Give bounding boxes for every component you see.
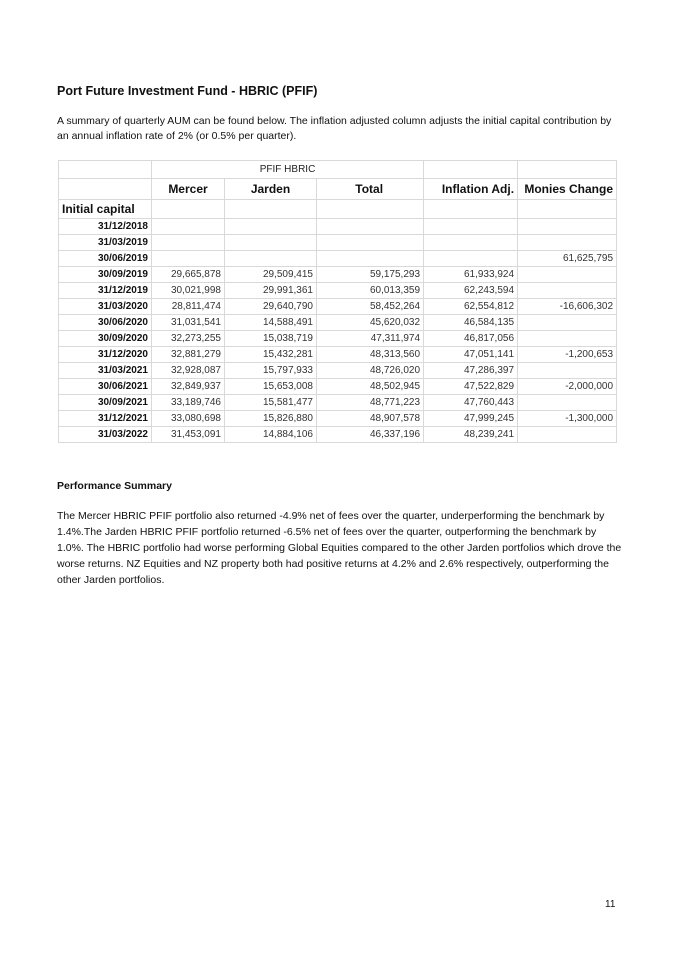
cell-total: 47,311,974 — [317, 331, 424, 347]
row-date: 30/09/2021 — [59, 395, 152, 411]
cell-total: 48,907,578 — [317, 411, 424, 427]
cell-inflation: 61,933,924 — [424, 267, 518, 283]
row-date: 31/12/2018 — [59, 219, 152, 235]
cell-inflation — [424, 251, 518, 267]
cell-monies — [518, 283, 617, 299]
table-group-header: PFIF HBRIC — [152, 161, 424, 179]
table-header-row — [59, 179, 617, 200]
cell-jarden: 29,509,415 — [225, 267, 317, 283]
cell-inflation: 47,051,141 — [424, 347, 518, 363]
cell-monies — [518, 427, 617, 443]
cell-total: 48,313,560 — [317, 347, 424, 363]
cell-total: 45,620,032 — [317, 315, 424, 331]
table-row — [59, 331, 617, 347]
cell-jarden — [225, 235, 317, 251]
cell-mercer: 32,928,087 — [152, 363, 225, 379]
cell-inflation: 46,817,056 — [424, 331, 518, 347]
cell-total: 58,452,264 — [317, 299, 424, 315]
cell-jarden: 15,653,008 — [225, 379, 317, 395]
cell-mercer: 31,031,541 — [152, 315, 225, 331]
cell-total: 60,013,359 — [317, 283, 424, 299]
cell-jarden: 15,797,933 — [225, 363, 317, 379]
cell-jarden: 15,432,281 — [225, 347, 317, 363]
cell-monies — [518, 267, 617, 283]
cell-jarden: 14,588,491 — [225, 315, 317, 331]
cell-monies — [518, 219, 617, 235]
cell-mercer — [152, 219, 225, 235]
performance-heading: Performance Summary — [57, 480, 172, 492]
cell-monies: -1,200,653 — [518, 347, 617, 363]
cell-inflation — [424, 235, 518, 251]
cell-jarden: 14,884,106 — [225, 427, 317, 443]
cell-inflation: 62,554,812 — [424, 299, 518, 315]
cell-monies — [518, 315, 617, 331]
cell-total — [317, 235, 424, 251]
row-date: 31/03/2019 — [59, 235, 152, 251]
cell-inflation: 48,239,241 — [424, 427, 518, 443]
row-date: 31/03/2022 — [59, 427, 152, 443]
row-date: 30/06/2019 — [59, 251, 152, 267]
cell-mercer: 32,273,255 — [152, 331, 225, 347]
cell-inflation: 46,584,135 — [424, 315, 518, 331]
row-date: 31/03/2020 — [59, 299, 152, 315]
cell-total — [317, 219, 424, 235]
cell-mercer: 33,189,746 — [152, 395, 225, 411]
cell-total: 48,502,945 — [317, 379, 424, 395]
row-date: 30/09/2020 — [59, 331, 152, 347]
table-row — [59, 395, 617, 411]
cell-total: 48,726,020 — [317, 363, 424, 379]
row-date: 30/06/2020 — [59, 315, 152, 331]
table-row — [59, 363, 617, 379]
cell-jarden: 29,991,361 — [225, 283, 317, 299]
table-row — [59, 411, 617, 427]
row-date: 31/03/2021 — [59, 363, 152, 379]
cell-mercer — [152, 235, 225, 251]
page-number: 11 — [605, 899, 616, 910]
cell-monies: -16,606,302 — [518, 299, 617, 315]
cell-jarden — [225, 251, 317, 267]
row-date: 30/09/2019 — [59, 267, 152, 283]
table-row — [59, 267, 617, 283]
cell-jarden: 29,640,790 — [225, 299, 317, 315]
initial-capital-row — [59, 200, 617, 219]
cell-mercer — [152, 251, 225, 267]
cell-monies: 61,625,795 — [518, 251, 617, 267]
cell-jarden: 15,826,880 — [225, 411, 317, 427]
cell-mercer: 31,453,091 — [152, 427, 225, 443]
performance-paragraph: The Mercer HBRIC PFIF portfolio also returned -4.9% net of fees over the quarter, underperforming the benchmark by 1.4%.The Jarden HBRIC PFIF portfolio returned -6.5% net of fees over the quarter, outperforming the benchmark by 1.0%. The HBRIC portfolio had worse performing Global Equities compared to the other Jarden portfolios which drove the worse returns. NZ Equities and NZ property both had positive returns at 4.2% and 2.6% respectively, outperforming the other Jarden portfolios. — [57, 510, 622, 586]
table-row — [59, 347, 617, 363]
table-row — [59, 251, 617, 267]
col-header-total: Total — [317, 179, 424, 200]
cell-inflation: 47,522,829 — [424, 379, 518, 395]
cell-inflation — [424, 219, 518, 235]
col-header-inflation: Inflation Adj. — [424, 179, 518, 200]
cell-total — [317, 251, 424, 267]
cell-mercer: 32,849,937 — [152, 379, 225, 395]
cell-jarden: 15,038,719 — [225, 331, 317, 347]
cell-inflation: 47,760,443 — [424, 395, 518, 411]
table-row — [59, 299, 617, 315]
table-row — [59, 219, 617, 235]
table-row — [59, 427, 617, 443]
aum-table — [58, 160, 617, 443]
row-date: 31/12/2020 — [59, 347, 152, 363]
cell-monies: -1,300,000 — [518, 411, 617, 427]
table-row — [59, 283, 617, 299]
row-date: 31/12/2019 — [59, 283, 152, 299]
cell-mercer: 32,881,279 — [152, 347, 225, 363]
cell-jarden: 15,581,477 — [225, 395, 317, 411]
cell-inflation: 62,243,594 — [424, 283, 518, 299]
cell-jarden — [225, 219, 317, 235]
cell-mercer: 28,811,474 — [152, 299, 225, 315]
cell-monies: -2,000,000 — [518, 379, 617, 395]
cell-monies — [518, 363, 617, 379]
cell-total: 46,337,196 — [317, 427, 424, 443]
cell-total: 59,175,293 — [317, 267, 424, 283]
cell-total: 48,771,223 — [317, 395, 424, 411]
table-row — [59, 379, 617, 395]
cell-monies — [518, 395, 617, 411]
row-date: 31/12/2021 — [59, 411, 152, 427]
cell-inflation: 47,999,245 — [424, 411, 518, 427]
row-date: 30/06/2021 — [59, 379, 152, 395]
cell-inflation: 47,286,397 — [424, 363, 518, 379]
col-header-monies: Monies Change — [518, 179, 617, 200]
table-title-row — [59, 161, 617, 179]
cell-monies — [518, 235, 617, 251]
table-row — [59, 235, 617, 251]
cell-mercer: 33,080,698 — [152, 411, 225, 427]
cell-monies — [518, 331, 617, 347]
intro-paragraph: A summary of quarterly AUM can be found below. The inflation adjusted column adjusts the initial capital contribution by an annual inflation rate of 2% (or 0.5% per quarter). — [57, 115, 612, 142]
cell-mercer: 30,021,998 — [152, 283, 225, 299]
initial-capital-label: Initial capital — [59, 200, 152, 219]
col-header-mercer: Mercer — [152, 179, 225, 200]
cell-mercer: 29,665,878 — [152, 267, 225, 283]
col-header-jarden: Jarden — [225, 179, 317, 200]
table-row — [59, 315, 617, 331]
document-title: Port Future Investment Fund - HBRIC (PFIF) — [57, 84, 318, 98]
